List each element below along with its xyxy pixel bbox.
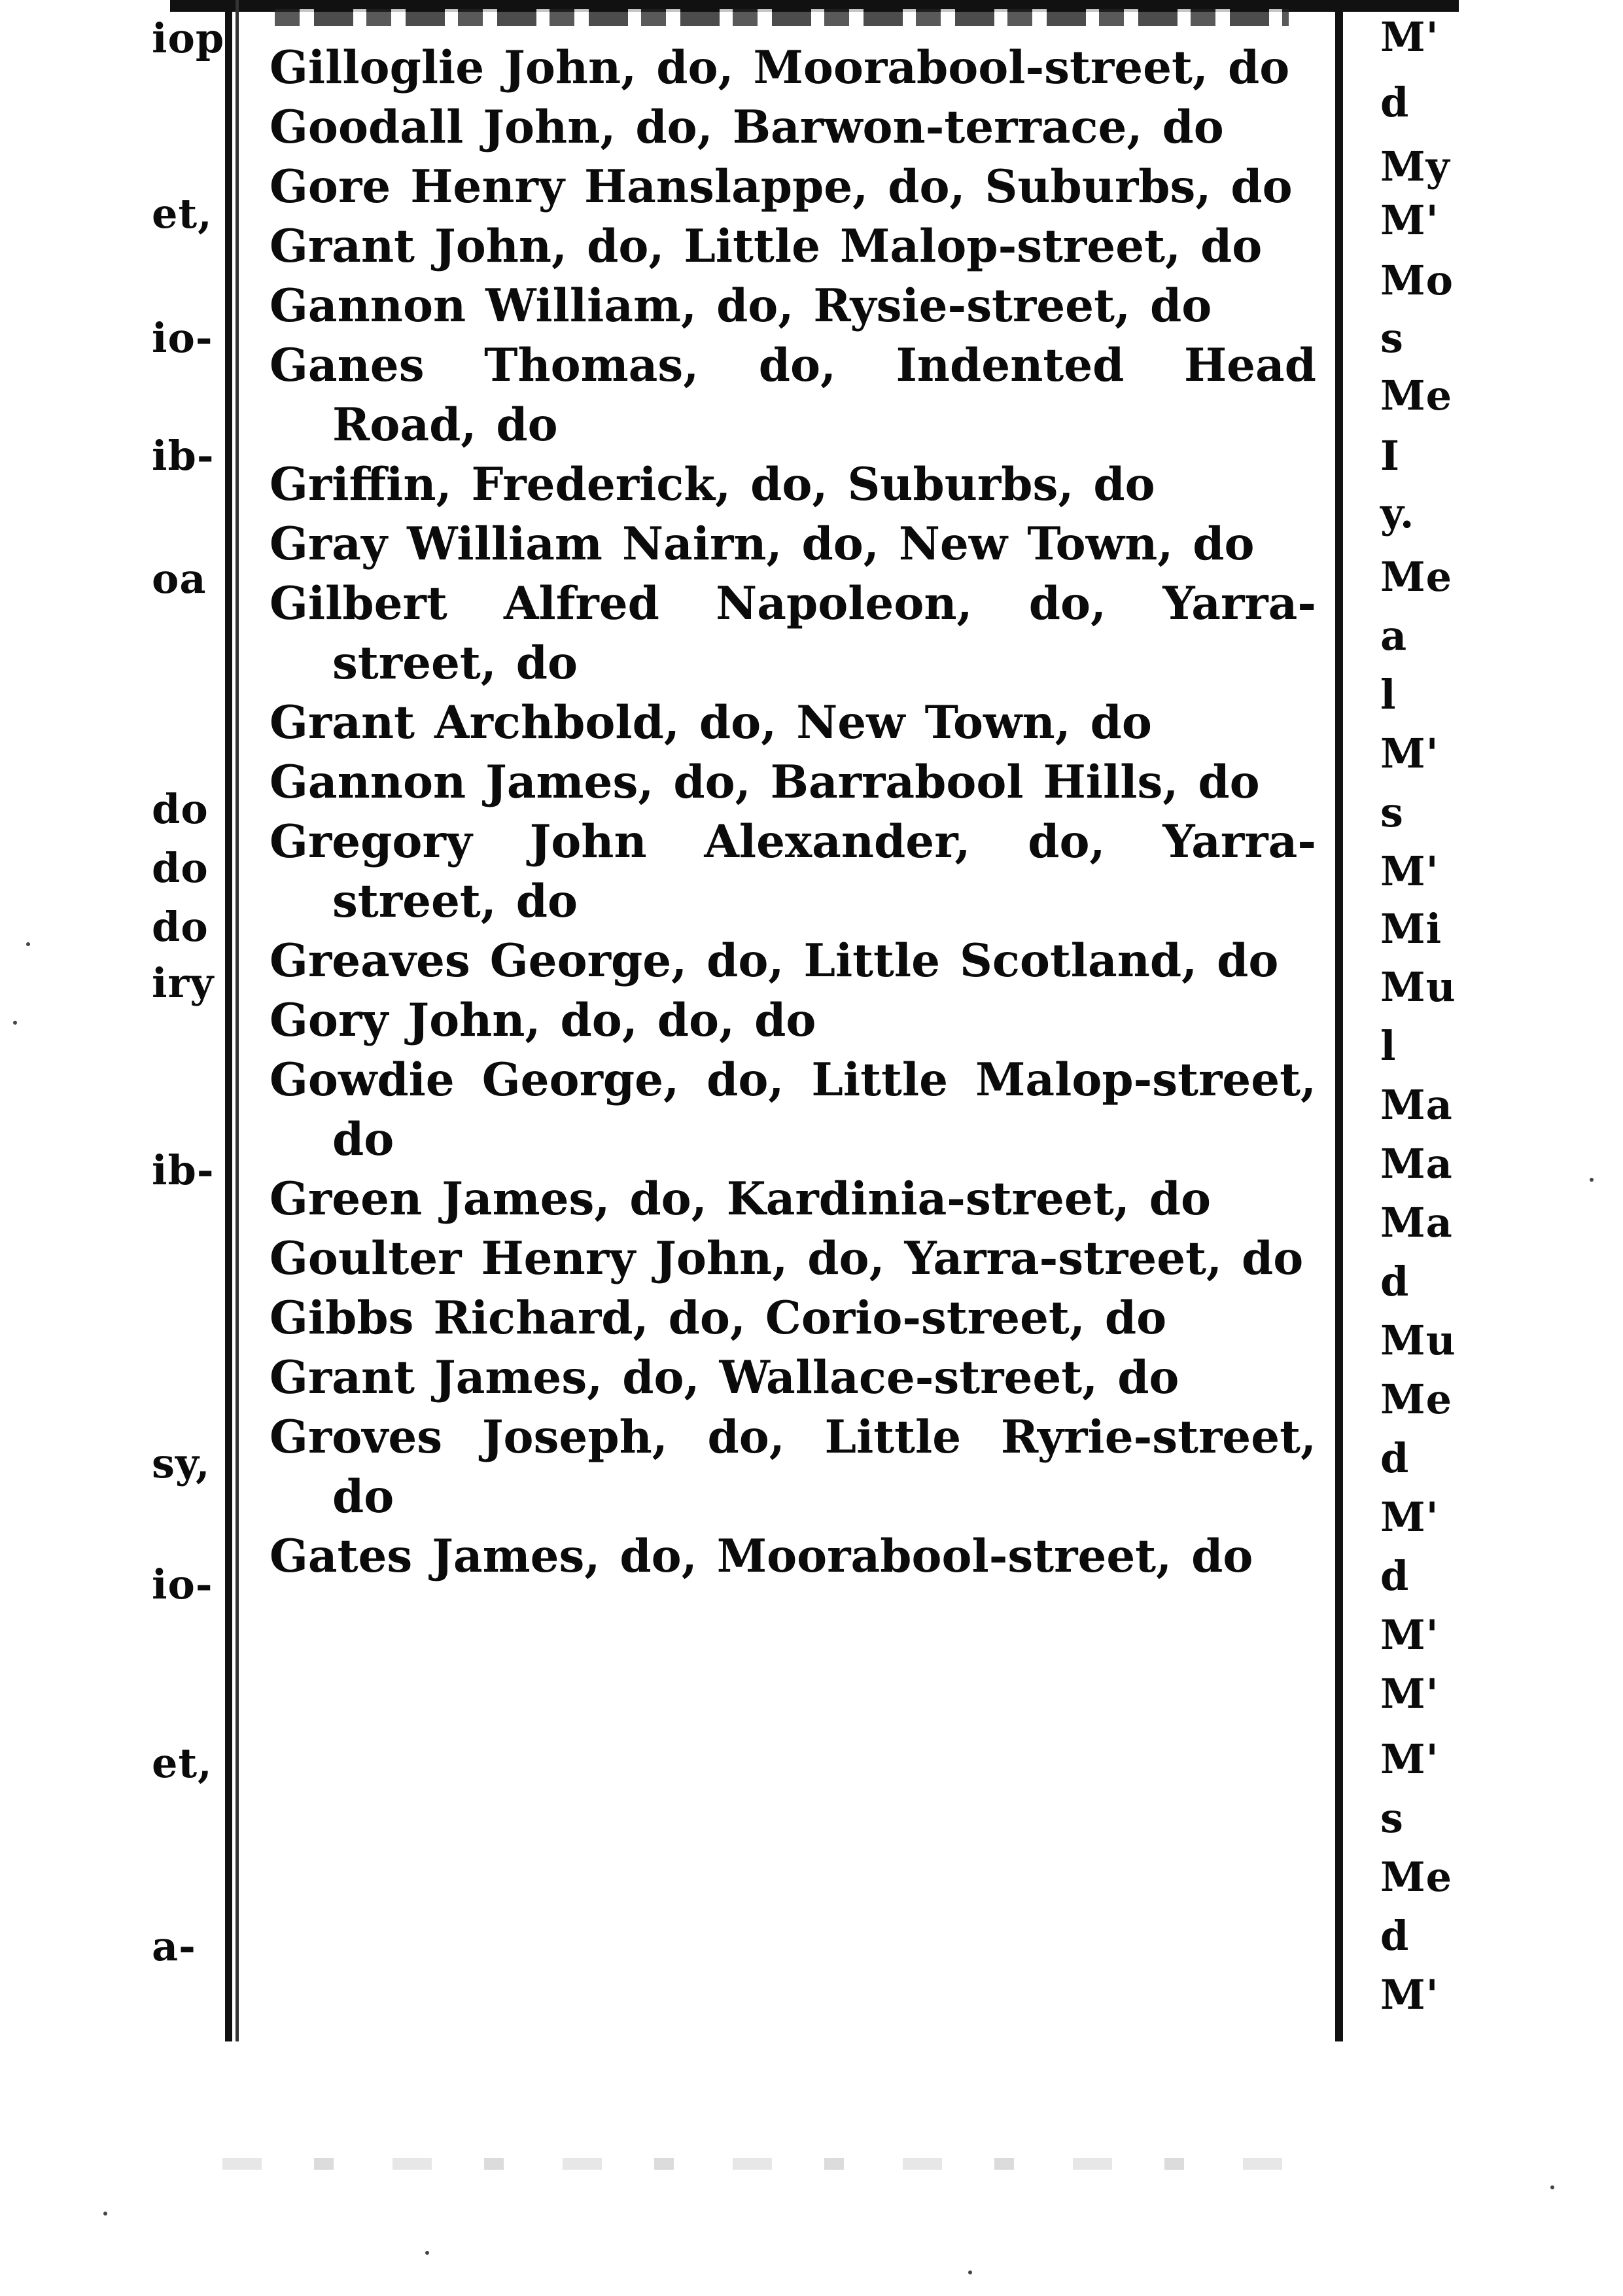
scan-speck xyxy=(1590,1178,1594,1182)
directory-entry: Gilloglie John, do, Moorabool-street, do xyxy=(270,41,1290,94)
directory-entry: Grant James, do, Wallace-street, do xyxy=(270,1351,1179,1404)
scan-speck xyxy=(103,2212,107,2216)
right-fragment: d xyxy=(1380,1258,1410,1305)
right-fragment: d xyxy=(1380,1552,1410,1600)
right-fragment: Mu xyxy=(1380,1316,1456,1364)
directory-entry: Ganes Thomas, do, Indented Head Road, do xyxy=(270,339,1316,451)
right-fragment: d xyxy=(1380,1434,1410,1482)
directory-entry: Green James, do, Kardinia-street, do xyxy=(270,1173,1212,1226)
right-fragment: M' xyxy=(1380,13,1439,61)
right-fragment: y. xyxy=(1380,489,1415,537)
right-fragment: M' xyxy=(1380,1735,1439,1783)
left-fragment: et, xyxy=(152,1739,213,1787)
right-fragment: M' xyxy=(1380,1670,1439,1718)
scan-speck xyxy=(968,2270,972,2274)
directory-entry: Gory John, do, do, do xyxy=(270,994,816,1047)
directory-entry: Gannon James, do, Barrabool Hills, do xyxy=(270,756,1260,809)
directory-entry: Gilbert Alfred Napoleon, do, Yarra-street, do xyxy=(270,577,1316,690)
left-fragment: io- xyxy=(152,1561,213,1608)
right-fragment: Me xyxy=(1380,372,1453,419)
scan-speck xyxy=(13,1021,17,1025)
directory-entry: Grant Archbold, do, New Town, do xyxy=(270,696,1152,749)
right-fragment: a xyxy=(1380,612,1408,660)
scan-speck xyxy=(26,942,30,946)
right-fragment: Me xyxy=(1380,1375,1453,1423)
right-fragment: Ma xyxy=(1380,1081,1453,1129)
right-fragment: l xyxy=(1380,671,1397,718)
scan-speck xyxy=(425,2251,429,2255)
left-fragment: iry xyxy=(152,959,215,1007)
right-fragment: M' xyxy=(1380,1971,1439,2019)
right-fragment: M' xyxy=(1380,1611,1439,1659)
left-fragment: ib- xyxy=(152,1146,215,1194)
right-fragment: d xyxy=(1380,79,1410,126)
left-column-rule-inner xyxy=(236,0,239,2041)
directory-column xyxy=(270,38,1316,1586)
left-fragment: do xyxy=(152,785,209,833)
right-fragment: M' xyxy=(1380,730,1439,777)
scan-speck xyxy=(1550,2185,1554,2189)
right-fragment: M' xyxy=(1380,1493,1439,1541)
right-fragment: Mi xyxy=(1380,905,1442,953)
right-fragment: s xyxy=(1380,788,1404,836)
directory-entry: Gray William Nairn, do, New Town, do xyxy=(270,518,1255,571)
right-fragment: Me xyxy=(1380,553,1453,601)
right-fragment: Ma xyxy=(1380,1140,1453,1188)
cut-off-top-line xyxy=(275,9,1289,26)
right-fragment: l xyxy=(1380,1022,1397,1070)
left-fragment: ib- xyxy=(152,432,215,480)
right-fragment: I xyxy=(1380,432,1401,480)
directory-entry: Groves Joseph, do, Little Ryrie-street, do xyxy=(270,1411,1316,1523)
directory-entry: Gore Henry Hanslappe, do, Suburbs, do xyxy=(270,160,1293,213)
directory-entry: Goodall John, do, Barwon-terrace, do xyxy=(270,101,1224,154)
right-fragment: Me xyxy=(1380,1853,1453,1901)
left-fragment: do xyxy=(152,844,209,892)
right-fragment: My xyxy=(1380,143,1450,190)
left-fragment: iop xyxy=(152,14,225,62)
directory-entry: Greaves George, do, Little Scotland, do xyxy=(270,934,1279,987)
right-fragment: Ma xyxy=(1380,1199,1453,1246)
directory-entry: Gannon William, do, Rysie-street, do xyxy=(270,279,1212,332)
left-fragment: a- xyxy=(152,1922,196,1970)
left-fragment: do xyxy=(152,903,209,951)
right-fragment: d xyxy=(1380,1912,1410,1960)
left-fragment: sy, xyxy=(152,1439,211,1487)
directory-entry: Goulter Henry John, do, Yarra-street, do xyxy=(270,1232,1304,1285)
directory-entry: Gibbs Richard, do, Corio-street, do xyxy=(270,1292,1167,1345)
directory-entry: Gowdie George, do, Little Malop-street, do xyxy=(270,1053,1316,1166)
left-fragment: oa xyxy=(152,555,207,603)
left-column-rule xyxy=(225,0,232,2041)
directory-entry: Gregory John Alexander, do, Yarra-street, do xyxy=(270,815,1316,928)
right-fragment: M' xyxy=(1380,196,1439,244)
right-fragment: s xyxy=(1380,1794,1404,1842)
right-fragment: Mu xyxy=(1380,963,1456,1011)
left-fragment: et, xyxy=(152,190,213,238)
right-column-rule xyxy=(1335,0,1343,2041)
right-fragment: M' xyxy=(1380,847,1439,895)
left-fragment: io- xyxy=(152,314,213,362)
directory-entry: Griffin, Frederick, do, Suburbs, do xyxy=(270,458,1155,511)
scan-bottom-edge xyxy=(222,2158,1335,2170)
right-fragment: s xyxy=(1380,314,1404,362)
directory-entry: Gates James, do, Moorabool-street, do xyxy=(270,1530,1253,1583)
right-fragment: Mo xyxy=(1380,256,1454,304)
directory-entry: Grant John, do, Little Malop-street, do xyxy=(270,220,1263,273)
